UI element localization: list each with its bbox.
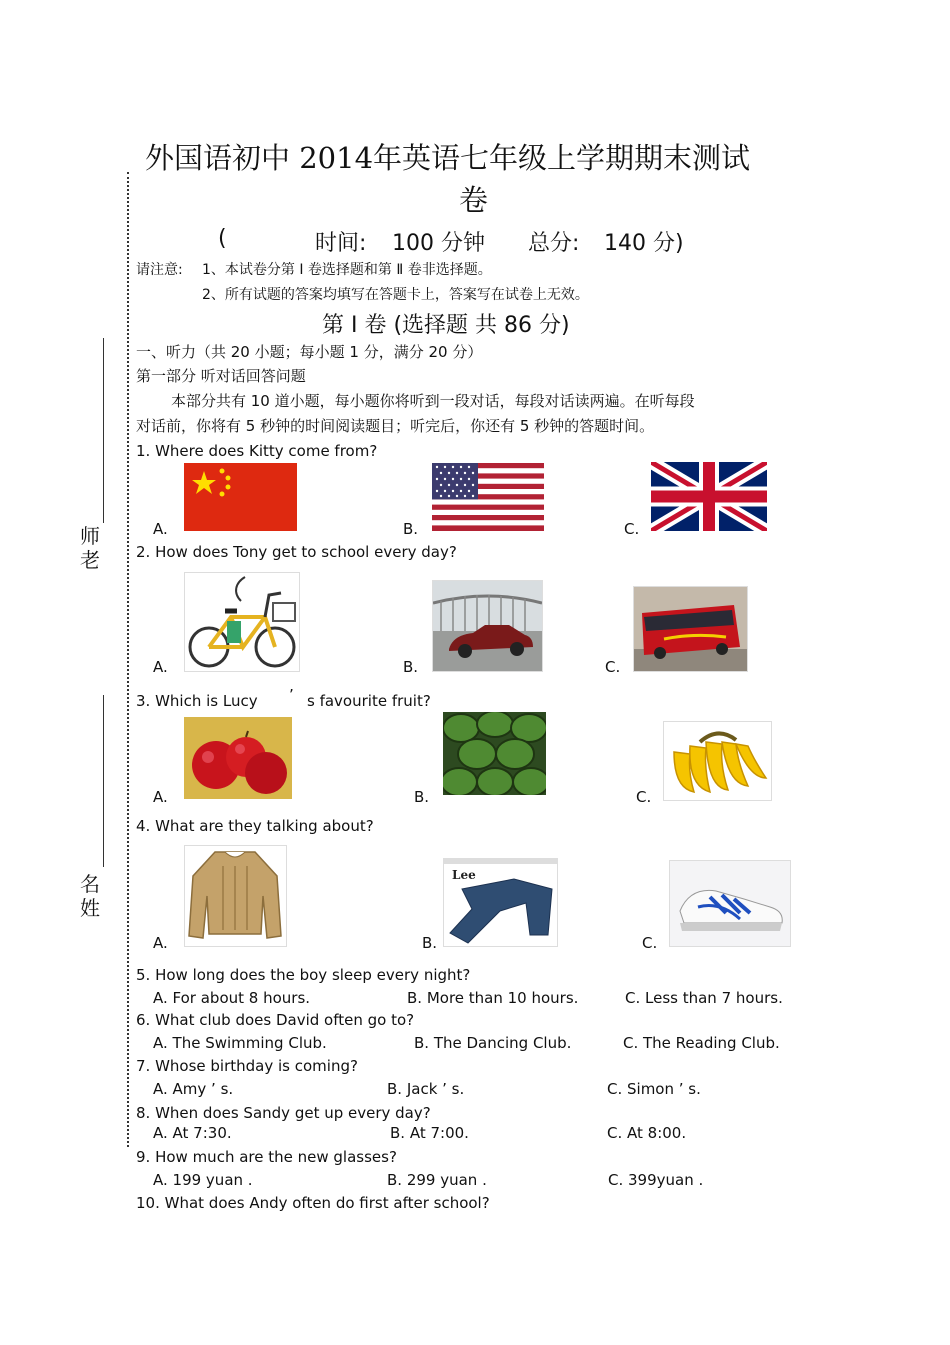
question-6: 6. What club does David often go to? [136,1011,415,1029]
score-value: 140 分) [604,231,684,256]
question-8: 8. When does Sandy get up every day? [136,1104,431,1122]
question-1: 1. Where does Kitty come from? [136,442,378,460]
question-2: 2. How does Tony get to school every day? [136,543,457,561]
question-7: 7. Whose birthday is coming? [136,1057,358,1075]
notice-line-2: 2、所有试题的答案均填写在答题卡上，答案写在试卷上无效。 [202,287,589,303]
question-9: 9. How much are the new glasses? [136,1148,397,1166]
option-c: C. The Reading Club. [623,1034,780,1052]
score-label: 总分: [528,231,580,256]
option-b: B. Jack ’ s. [387,1080,465,1098]
name-label: 名姓 [80,872,100,920]
question-3-apostrophe: ’ [289,686,294,704]
binding-line-bottom [103,695,104,867]
question-5: 5. How long does the boy sleep every night? [136,966,471,984]
question-3-rest: s favourite fruit? [307,692,431,710]
notice-line-1: 1、本试卷分第 Ⅰ 卷选择题和第 Ⅱ 卷非选择题。 [202,262,492,278]
usa-flag-icon [432,463,544,531]
sneakers-icon [669,860,791,947]
sweater-icon [184,845,287,947]
china-flag-icon [184,463,297,531]
instruction-line-1: 本部分共有 10 道小题，每小题你将听到一段对话，每段对话读两遍。在听每段 [171,392,695,410]
option-a: A. For about 8 hours. [153,989,311,1007]
option-b: B. More than 10 hours. [407,989,579,1007]
part-heading: 一、听力（共 20 小题；每小题 1 分，满分 20 分） [136,343,483,361]
option-b: B. 299 yuan . [387,1171,487,1189]
part-subheading: 第一部分 听对话回答问题 [136,367,306,385]
page-title: 外国语初中 2014年英语七年级上学期期末测试 [145,141,751,175]
bus-icon [633,586,748,672]
question-3: 3. Which is Lucy [136,692,258,710]
option-label-a: A. [153,788,168,806]
option-c: C. At 8:00. [607,1124,687,1142]
bicycle-icon [184,572,300,672]
option-b: B. At 7:00. [390,1124,469,1142]
option-c: C. Less than 7 hours. [625,989,783,1007]
option-a: A. Amy ’ s. [153,1080,234,1098]
notice-label: 请注意: [136,262,183,278]
car-icon [432,580,543,672]
option-label-c: C. [624,520,640,538]
option-label-a: A. [153,658,168,676]
question-4: 4. What are they talking about? [136,817,374,835]
option-b: B. The Dancing Club. [414,1034,572,1052]
instruction-line-2: 对话前，你将有 5 秒钟的时间阅读题目；听完后，你还有 5 秒钟的答题时间。 [136,417,655,435]
option-c: C. Simon ’ s. [607,1080,701,1098]
option-c: C. 399yuan . [608,1171,704,1189]
time-value: 100 分钟 [392,231,485,256]
teacher-label: 师老 [80,524,100,572]
option-label-c: C. [605,658,621,676]
apples-icon [184,717,292,799]
page-title-line2: 卷 [459,183,489,217]
jeans-icon [443,858,558,947]
binding-line-top [103,338,104,523]
time-open-paren: ( [218,226,227,251]
option-label-a: A. [153,520,168,538]
option-a: A. At 7:30. [153,1124,232,1142]
option-a: A. 199 yuan . [153,1171,253,1189]
option-label-b: B. [414,788,430,806]
option-label-b: B. [403,658,419,676]
option-label-b: B. [422,934,438,952]
watermelons-icon [443,712,546,795]
question-10: 10. What does Andy often do first after school? [136,1194,490,1212]
option-a: A. The Swimming Club. [153,1034,327,1052]
bananas-icon [663,721,772,801]
option-label-c: C. [642,934,658,952]
jeans-brand-label: Lee [452,868,476,882]
uk-flag-icon [651,462,767,531]
option-label-b: B. [403,520,419,538]
binding-dotted-line [127,172,129,1147]
option-label-a: A. [153,934,168,952]
option-label-c: C. [636,788,652,806]
section-title: 第 I 卷 (选择题 共 86 分) [322,313,570,338]
time-label: 时间: [315,231,367,256]
